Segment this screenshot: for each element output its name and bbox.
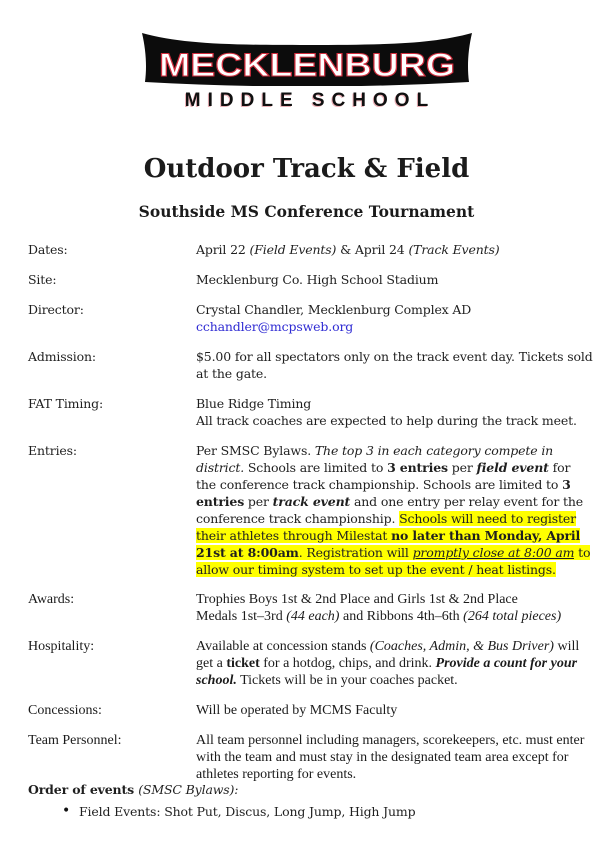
logo-primary-text: MECKLENBURG xyxy=(158,47,455,83)
text-line xyxy=(196,732,593,783)
row-value xyxy=(196,348,593,382)
row-value xyxy=(196,395,593,429)
row-value xyxy=(196,732,593,783)
info-row-fat-timing xyxy=(28,395,593,429)
text-segment: (44 each) xyxy=(286,609,340,624)
text-segment: will get a xyxy=(196,639,580,671)
text-segment: Will be operated by MCMS Faculty xyxy=(196,703,398,718)
row-value xyxy=(196,702,593,719)
text-segment: track event xyxy=(272,494,351,509)
text-segment: Blue Ridge Timing xyxy=(196,396,312,411)
text-segment: no later than Monday, April 21st at 8:00am xyxy=(196,528,581,560)
info-row-dates xyxy=(28,241,593,258)
logo-secondary-text: MIDDLE SCHOOL xyxy=(184,90,436,111)
text-segment: (SMSC Bylaws): xyxy=(138,782,239,797)
text-line xyxy=(196,442,593,578)
text-segment: Schools will need to register their athletes through Milestat xyxy=(196,511,576,543)
page-title: Outdoor Track & Field xyxy=(143,154,470,184)
text-segment: field event xyxy=(476,460,549,475)
row-label: Hospitality: xyxy=(28,639,95,654)
text-segment: and Ribbons 4th–6th xyxy=(339,609,464,624)
page-subtitle: Southside MS Conference Tournament xyxy=(138,202,475,221)
text-line xyxy=(196,395,593,412)
row-label: Entries: xyxy=(28,443,77,458)
email-link[interactable]: cchandler@mcpsweb.org xyxy=(196,319,354,334)
order-of-events-heading xyxy=(28,781,588,798)
text-line xyxy=(196,318,593,335)
text-segment: All team personnel including managers, scorekeepers, etc. must enter with the team and must stay in the designated team area except for athletes reporting for events. xyxy=(196,733,585,782)
text-line xyxy=(196,702,593,719)
text-segment: per xyxy=(447,460,477,475)
text-segment: (Field Events) xyxy=(249,242,337,257)
text-segment: for a hotdog, chips, and drink. xyxy=(259,656,436,671)
row-value xyxy=(196,271,593,288)
row-label: Awards: xyxy=(28,592,75,607)
order-of-events-list xyxy=(28,803,588,820)
logo-banner xyxy=(142,33,472,86)
text-line xyxy=(196,412,593,429)
row-value xyxy=(196,638,593,689)
text-segment: Order of events xyxy=(28,782,139,797)
text-segment: Trophies Boys 1st & 2nd Place and Girls 1st & 2nd Place xyxy=(196,592,518,607)
text-segment: promptly close at 8:00 am xyxy=(412,545,575,560)
text-segment: ticket xyxy=(226,656,260,671)
row-label: Team Personnel: xyxy=(28,733,122,748)
text-segment: 3 entries xyxy=(387,460,448,475)
row-label: Admission: xyxy=(28,349,96,364)
text-segment: Available at concession stands xyxy=(196,639,370,654)
text-segment: for the conference track championship. Schools are limited to xyxy=(196,460,571,492)
text-segment: Medals 1st–3rd xyxy=(196,609,287,624)
text-segment: per xyxy=(244,494,273,509)
info-row-site xyxy=(28,271,593,288)
text-segment: (Coaches, Admin, & Bus Driver) xyxy=(369,639,554,654)
info-row-admission xyxy=(28,348,593,382)
school-logo xyxy=(0,0,613,112)
row-value xyxy=(196,442,593,578)
text-segment: April 22 xyxy=(196,242,250,257)
row-value xyxy=(196,241,593,258)
text-segment: to allow our timing system to set up the event / heat listings. xyxy=(196,545,591,577)
row-label: Concessions: xyxy=(28,703,102,718)
text-line xyxy=(196,638,593,689)
text-segment: Tickets will be in your coaches packet. xyxy=(236,673,458,688)
text-line xyxy=(196,591,593,608)
text-segment: . Registration will xyxy=(298,545,413,560)
info-row-hospitality xyxy=(28,638,593,689)
text-segment: Schools are limited to xyxy=(244,460,388,475)
text-segment: Provide a count for your school. xyxy=(196,656,578,688)
info-row-entries xyxy=(28,442,593,578)
row-label: FAT Timing: xyxy=(28,396,104,411)
text-line xyxy=(196,241,593,258)
text-segment: $5.00 for all spectators only on the track event day. Tickets sold at the gate. xyxy=(196,349,593,381)
text-segment: (264 total pieces) xyxy=(463,609,562,624)
row-label: Dates: xyxy=(28,242,68,257)
text-line xyxy=(196,608,593,625)
text-segment: Per SMSC Bylaws. xyxy=(196,443,315,458)
text-line xyxy=(196,348,593,382)
info-row-team-personnel xyxy=(28,732,593,783)
row-label: Director: xyxy=(28,302,84,317)
text-segment: (Track Events) xyxy=(408,242,500,257)
text-segment: 3 entries xyxy=(196,477,571,509)
text-segment: & April 24 xyxy=(336,242,409,257)
order-of-events-item: • Field Events: Shot Put, Discus, Long Jump, High Jump xyxy=(62,803,588,820)
text-line xyxy=(196,301,593,318)
text-segment: The top 3 in each category compete in district. xyxy=(196,443,554,475)
text-line xyxy=(196,271,593,288)
info-row-concessions xyxy=(28,702,593,719)
text-segment: All track coaches are expected to help during the track meet. xyxy=(196,413,577,428)
text-segment: Crystal Chandler, Mecklenburg Complex AD xyxy=(196,302,472,317)
text-segment: Mecklenburg Co. High School Stadium xyxy=(196,272,439,287)
info-row-director xyxy=(28,301,593,335)
row-label: Site: xyxy=(28,272,57,287)
row-value xyxy=(196,301,593,335)
info-row-awards xyxy=(28,591,593,625)
text-segment: and one entry per relay event for the conference track championship. xyxy=(196,494,584,526)
info-rows xyxy=(28,241,593,783)
row-value xyxy=(196,591,593,625)
order-of-events-section xyxy=(28,781,588,820)
